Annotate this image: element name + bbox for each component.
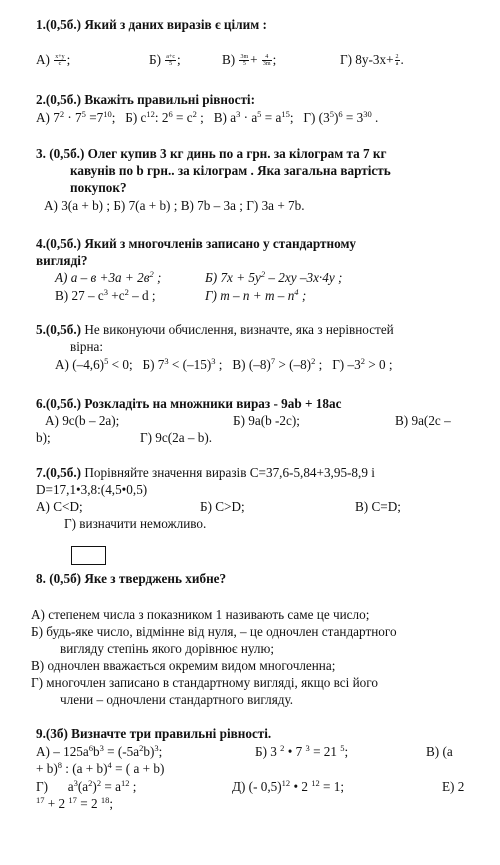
q7-option-a: А) C<D; <box>36 499 83 514</box>
q7-option-b: Б) C>D; <box>200 499 245 514</box>
q2-options: А) $7^2 \cdot 7^5 =7^{10}$; Б) $с^{12}$: $2^6 = с^2$ ; В) $а^3 \cdot а^5 = а^{15}$; Г) $(3^5)^6 = 3^{30}$ . <box>36 109 379 125</box>
q9-option-e: Е) 2 <box>442 779 465 794</box>
q8-option-v: В) одночлен вважається окремим видом многочленна; <box>31 658 336 673</box>
q7-title-line1: 7.(0,5б.) Порівняйте значення виразів С=37,6-5,84+3,95-8,9 і <box>36 465 375 480</box>
q8-title: 8. (0,5б) Яке з тверджень хибне? <box>36 571 227 586</box>
q1-fraction-b: $\frac{a+c}{5}$ <box>166 54 175 68</box>
q6-option-v: В) 9а(2с – <box>395 413 451 428</box>
q4-option-b: Б) $7x + 5y^2 - 2xy$ –3x·4y ; <box>205 269 343 285</box>
q6-title: 6.(0,5б.) Розкладіть на множники вираз - 9ab + 18ac <box>36 396 342 411</box>
q7-option-g: Г) визначити неможливо. <box>64 516 207 531</box>
q4-option-g: Г) $m - n + m - n^4$ ; <box>205 287 307 303</box>
q5-title-line2: вірна: <box>70 339 104 354</box>
q4-title-line2: вигляді? <box>36 253 88 268</box>
q1-title: 1.(0,5б.) Який з даних виразів є цілим : <box>36 17 267 32</box>
q8-option-g-line2: члени – одночлени стандартного вигляду. <box>60 692 294 707</box>
q1-option-a: А) $\frac{x+y}{c}$ ; <box>36 52 71 68</box>
answer-box <box>71 546 106 565</box>
q9-option-v-cont: + b)$^8$ : $(а + b)^4$ = ( а + b) <box>36 760 165 776</box>
q2-title: 2.(0,5б.) Вкажіть правильні рівності: <box>36 92 255 107</box>
q6-option-g: Г) 9с(2а – b). <box>140 430 213 445</box>
q7-title-line2: D=17,1•3,8:(4,5•0,5) <box>36 482 148 497</box>
q9-option-v: В) (а <box>426 744 453 759</box>
q1-fraction-g: $\frac{2}{a}$ <box>395 54 399 68</box>
q8-option-b-line2: вигляду степінь якого дорівнює нулю; <box>60 641 275 656</box>
q9-option-d: Д) (- 0,5)$^{12}$ • 2 $^{12}$ = 1; <box>232 778 345 794</box>
q4-option-a: А) $а - в +3а + 2в^2$ ; <box>55 269 162 285</box>
q4-title-line1: 4.(0,5б.) Який з многочленів записано у стандартному <box>36 236 357 251</box>
q7-option-v: В) C=D; <box>355 499 401 514</box>
q6-option-a: А) 9с(b – 2а); <box>45 413 120 428</box>
q1-fraction-v2: $\frac{4}{3m}$ <box>262 54 271 68</box>
q1-option-g: Г) 8y-3x+ $\frac{2}{a}$ . <box>340 52 404 68</box>
q5-options: А) $(-4,6)^5 < 0$; Б) $7^3 < (-15)^3$ ; В) $(-8)^7 > (-8)^2$ ; Г) $-3^2 > 0$ ; <box>55 356 393 372</box>
q8-option-b-line1: Б) будь-яке число, відмінне від нуля, – це одночлен стандартного <box>31 624 397 639</box>
q9-option-b: Б) 3 $^2$ • 7 $^3$ = 21 $^5$; <box>255 743 349 759</box>
q1-option-b: Б) $\frac{a+c}{5}$ ; <box>149 52 181 68</box>
q4-option-v: В) $27 - с^3 +c^2 - d$ ; <box>55 287 156 303</box>
q1-fraction-v1: $\frac{3m}{5}$ <box>240 54 249 68</box>
q3-title-line3: покупок? <box>70 180 127 195</box>
q6-option-v-cont: b); <box>36 430 51 445</box>
q3-title-line1: 3. (0,5б.) Олег купив 3 кг динь по а грн. за кілограм та 7 кг <box>36 146 387 161</box>
q3-title-line2: кавунів по b грн.. за кілограм . Яка загальна вартість <box>70 163 391 178</box>
q9-option-e-cont: $^{17}$ + 2 $^{17}$ = 2 $^{18}$; <box>36 795 114 811</box>
q8-option-g-line1: Г) многочлен записано в стандартному вигляді, якщо всі його <box>31 675 378 690</box>
q8-option-a: А) степенем числа з показником 1 називають саме це число; <box>31 607 370 622</box>
q1-fraction-a: $\frac{x+y}{c}$ <box>55 54 65 68</box>
q9-title: 9.(3б) Визначте три правильні рівності. <box>36 726 272 741</box>
q1-option-v: В) $\frac{3m}{5}$ + $\frac{4}{3m}$ ; <box>222 52 277 68</box>
q5-title-line1: 5.(0,5б.) Не виконуючи обчислення, визначте, яка з нерівностей <box>36 322 394 337</box>
q9-option-g: Г) $а^3(а^2)^2 = а^{12}$ ; <box>36 778 137 794</box>
q9-option-a: $А) - 125а^6b^3 = (-5а^2b)^3$; <box>36 743 163 759</box>
q3-options: А) 3(а + b) ; Б) 7(а + b) ; В) 7b – 3а ; Г) 3а + 7b. <box>44 198 305 213</box>
q6-option-b: Б) 9а(b -2c); <box>233 413 300 428</box>
